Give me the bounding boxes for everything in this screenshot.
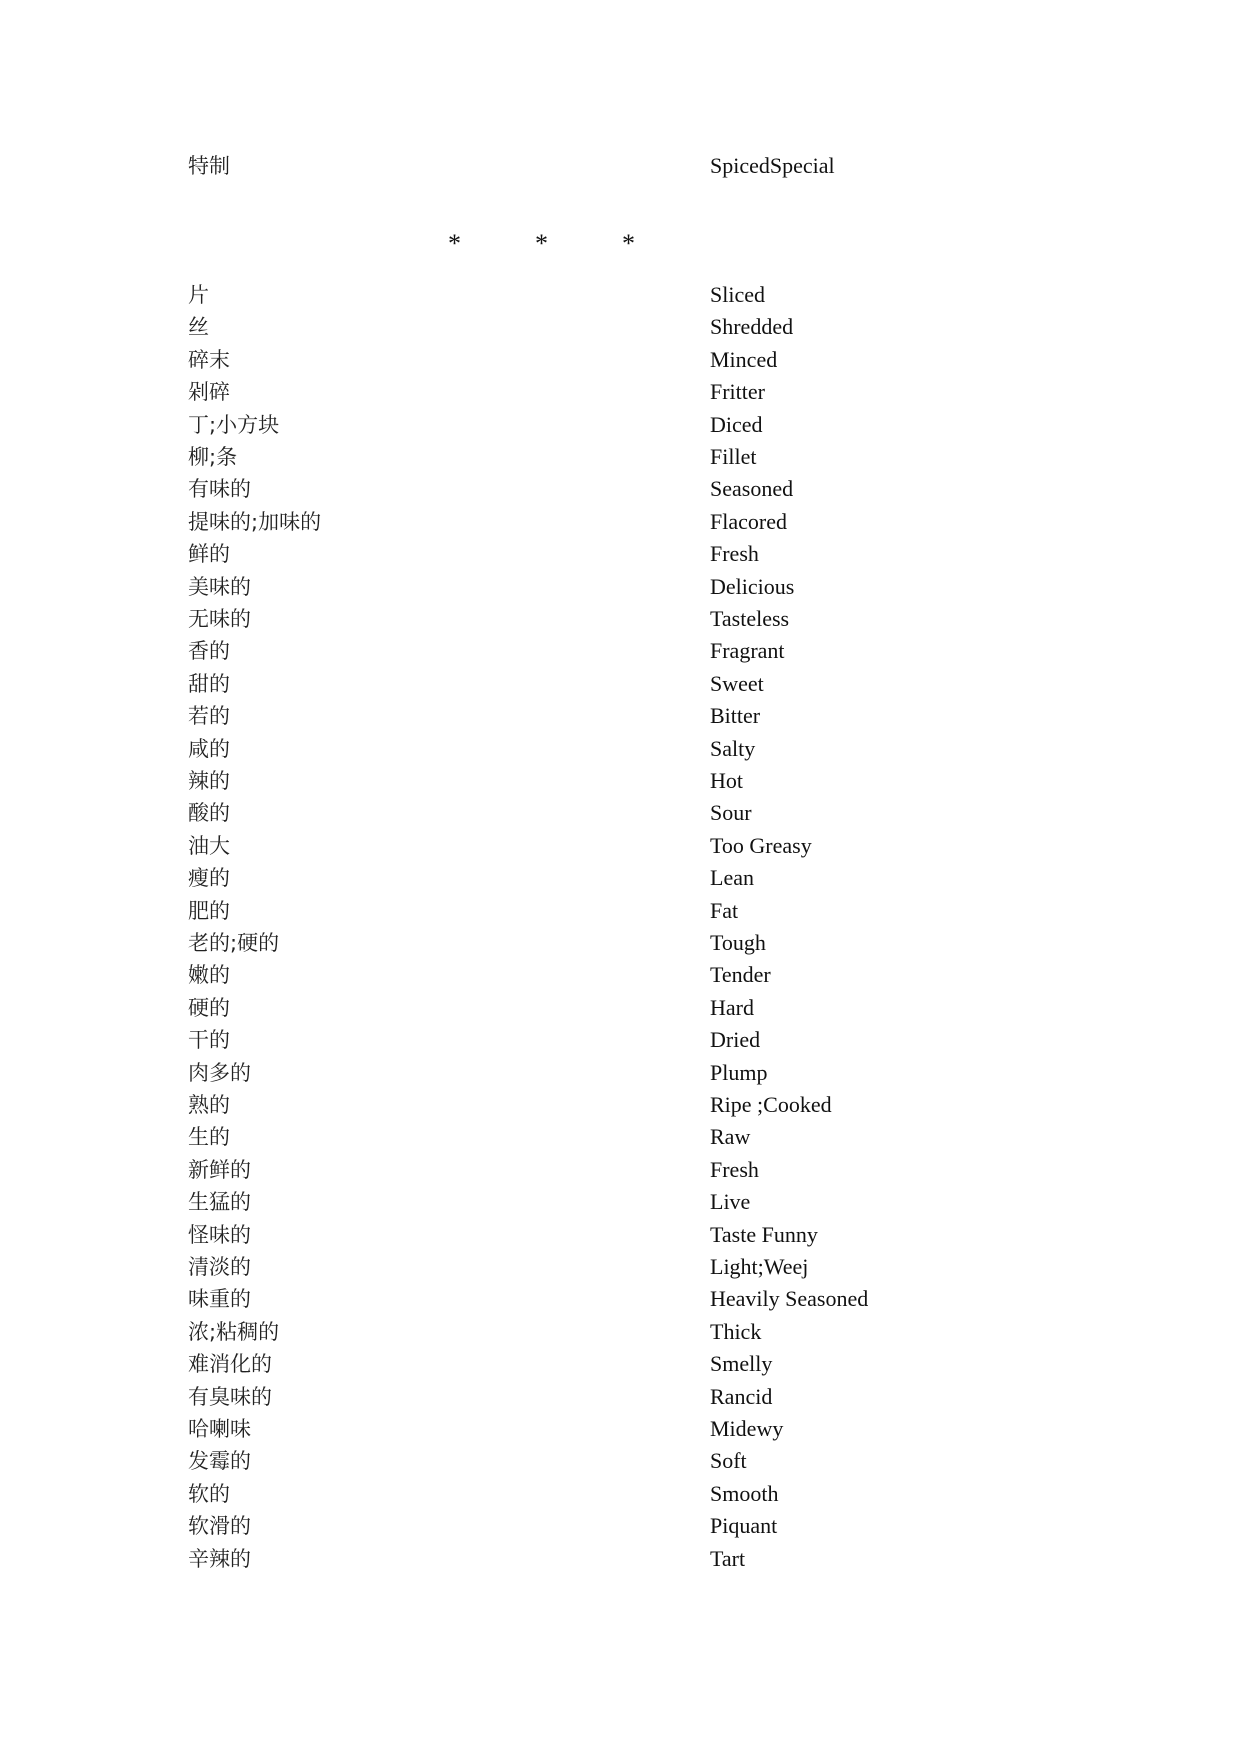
vocabulary-row: [188, 797, 1088, 829]
separator-star: *: [535, 229, 548, 258]
english-term: Shredded: [710, 314, 794, 340]
vocabulary-row: [188, 1154, 1088, 1186]
english-term: Fat: [710, 897, 739, 923]
vocabulary-row: [188, 830, 1088, 862]
chinese-term: 生猛的: [188, 1190, 251, 1215]
vocabulary-row: [188, 700, 1088, 732]
chinese-term: 美味的: [188, 574, 251, 599]
chinese-term: 丝: [188, 315, 209, 340]
english-term: Tasteless: [710, 606, 790, 631]
chinese-term: 生的: [188, 1125, 230, 1150]
vocabulary-row: [188, 441, 1088, 473]
english-term: Rancid: [710, 1383, 773, 1409]
english-term: Fresh: [710, 541, 759, 567]
chinese-term: 咸的: [188, 736, 230, 761]
chinese-term: 硬的: [188, 995, 230, 1020]
english-term: Raw: [710, 1124, 751, 1150]
english-term: Hard: [710, 994, 754, 1020]
english-term: Smooth: [710, 1480, 779, 1506]
chinese-term: 甜的: [188, 671, 230, 696]
vocabulary-row: [188, 279, 1088, 311]
vocabulary-row: [188, 506, 1088, 538]
header-english-term: SpicedSpecial: [710, 153, 835, 178]
english-term: Light;Weej: [710, 1254, 809, 1279]
chinese-term: 柳;条: [188, 445, 238, 469]
chinese-term: 嫩的: [188, 963, 230, 988]
chinese-term: 丁;小方块: [188, 412, 280, 437]
header-chinese-term: 特制: [188, 154, 230, 178]
vocabulary-row: [188, 765, 1088, 797]
english-term: Midewy: [710, 1416, 784, 1441]
vocabulary-row: [188, 1219, 1088, 1251]
chinese-term: 若的: [188, 704, 230, 729]
english-term: Taste Funny: [710, 1221, 818, 1247]
chinese-term: 软滑的: [188, 1514, 251, 1539]
chinese-term: 油大: [188, 833, 230, 858]
chinese-term: 发霉的: [188, 1449, 251, 1474]
chinese-term: 清淡的: [188, 1255, 251, 1279]
english-term: Smelly: [710, 1351, 773, 1377]
english-term: Delicious: [710, 573, 795, 599]
vocabulary-row: [188, 1543, 1088, 1575]
vocabulary-row: [188, 571, 1088, 603]
vocabulary-row: [188, 376, 1088, 408]
vocabulary-row: [188, 733, 1088, 765]
vocabulary-row: [188, 1283, 1088, 1315]
chinese-term: 干的: [188, 1028, 230, 1053]
vocabulary-row: [188, 409, 1088, 441]
english-term: Salty: [710, 735, 756, 761]
english-term: Heavily Seasoned: [710, 1286, 869, 1312]
vocabulary-row: [188, 635, 1088, 667]
chinese-term: 提味的;加味的: [188, 509, 322, 534]
english-term: Fillet: [710, 444, 757, 469]
vocabulary-row: [188, 1478, 1088, 1510]
vocabulary-row: [188, 1381, 1088, 1413]
chinese-term: 鲜的: [188, 542, 230, 567]
vocabulary-row: [188, 668, 1088, 700]
english-term: Too Greasy: [710, 832, 812, 858]
english-term: Bitter: [710, 703, 761, 729]
chinese-term: 无味的: [188, 607, 251, 631]
vocabulary-row: [188, 1445, 1088, 1477]
chinese-term: 味重的: [188, 1287, 251, 1312]
chinese-term: 软的: [188, 1481, 230, 1506]
english-term: Lean: [710, 865, 754, 891]
chinese-term: 瘦的: [188, 866, 230, 891]
vocabulary-row: [188, 862, 1088, 894]
english-term: Sour: [710, 800, 752, 826]
english-term: Soft: [710, 1448, 747, 1474]
vocabulary-row: [188, 959, 1088, 991]
english-term: Plump: [710, 1059, 768, 1085]
chinese-term: 难消化的: [188, 1352, 272, 1377]
chinese-term: 哈喇味: [188, 1417, 251, 1441]
vocabulary-row: [188, 1413, 1088, 1445]
chinese-term: 片: [188, 283, 209, 307]
english-term: Flacored: [710, 508, 787, 534]
english-term: Fragrant: [710, 638, 785, 664]
english-term: Minced: [710, 346, 778, 372]
english-term: Fresh: [710, 1156, 759, 1182]
vocabulary-row: [188, 344, 1088, 376]
english-term: Sliced: [710, 282, 765, 307]
chinese-term: 辛辣的: [188, 1546, 251, 1571]
chinese-term: 有味的: [188, 477, 251, 502]
vocabulary-row: [188, 473, 1088, 505]
chinese-term: 熟的: [188, 1093, 230, 1117]
chinese-term: 有臭味的: [188, 1384, 272, 1409]
english-term: Thick: [710, 1318, 762, 1344]
english-term: Ripe ;Cooked: [710, 1092, 832, 1117]
english-term: Diced: [710, 411, 763, 437]
english-term: Dried: [710, 1027, 761, 1053]
vocabulary-row: [188, 1089, 1088, 1121]
english-term: Tender: [710, 962, 771, 988]
vocabulary-row: [188, 895, 1088, 927]
vocabulary-row: [188, 1186, 1088, 1218]
chinese-term: 肥的: [188, 898, 230, 923]
english-term: Piquant: [710, 1513, 778, 1539]
chinese-term: 辣的: [188, 769, 230, 793]
vocabulary-row: [188, 1251, 1088, 1283]
chinese-term: 酸的: [188, 801, 230, 826]
chinese-term: 老的;硬的: [188, 931, 280, 955]
vocabulary-row: [188, 603, 1088, 635]
vocabulary-row: [188, 1057, 1088, 1089]
vocabulary-row: [188, 538, 1088, 570]
chinese-term: 香的: [188, 639, 230, 664]
chinese-term: 新鲜的: [188, 1157, 251, 1182]
english-term: Live: [710, 1189, 751, 1215]
english-term: Sweet: [710, 670, 764, 696]
separator-star: *: [448, 229, 461, 258]
vocabulary-row: [188, 927, 1088, 959]
vocabulary-row: [188, 1510, 1088, 1542]
english-term: Fritter: [710, 379, 765, 405]
english-term: Tough: [710, 930, 766, 955]
chinese-term: 浓;粘稠的: [188, 1319, 280, 1344]
chinese-term: 碎末: [188, 347, 230, 372]
vocabulary-row: [188, 311, 1088, 343]
vocabulary-row: [188, 992, 1088, 1024]
english-term: Tart: [710, 1545, 746, 1571]
english-term: Seasoned: [710, 476, 794, 502]
separator-star: *: [622, 229, 635, 258]
english-term: Hot: [710, 768, 743, 793]
vocabulary-row: [188, 1348, 1088, 1380]
vocabulary-row: [188, 1316, 1088, 1348]
chinese-term: 怪味的: [188, 1222, 251, 1247]
chinese-term: 剁碎: [188, 380, 230, 405]
chinese-term: 肉多的: [188, 1060, 251, 1085]
vocabulary-row: [188, 1121, 1088, 1153]
vocabulary-row: [188, 1024, 1088, 1056]
